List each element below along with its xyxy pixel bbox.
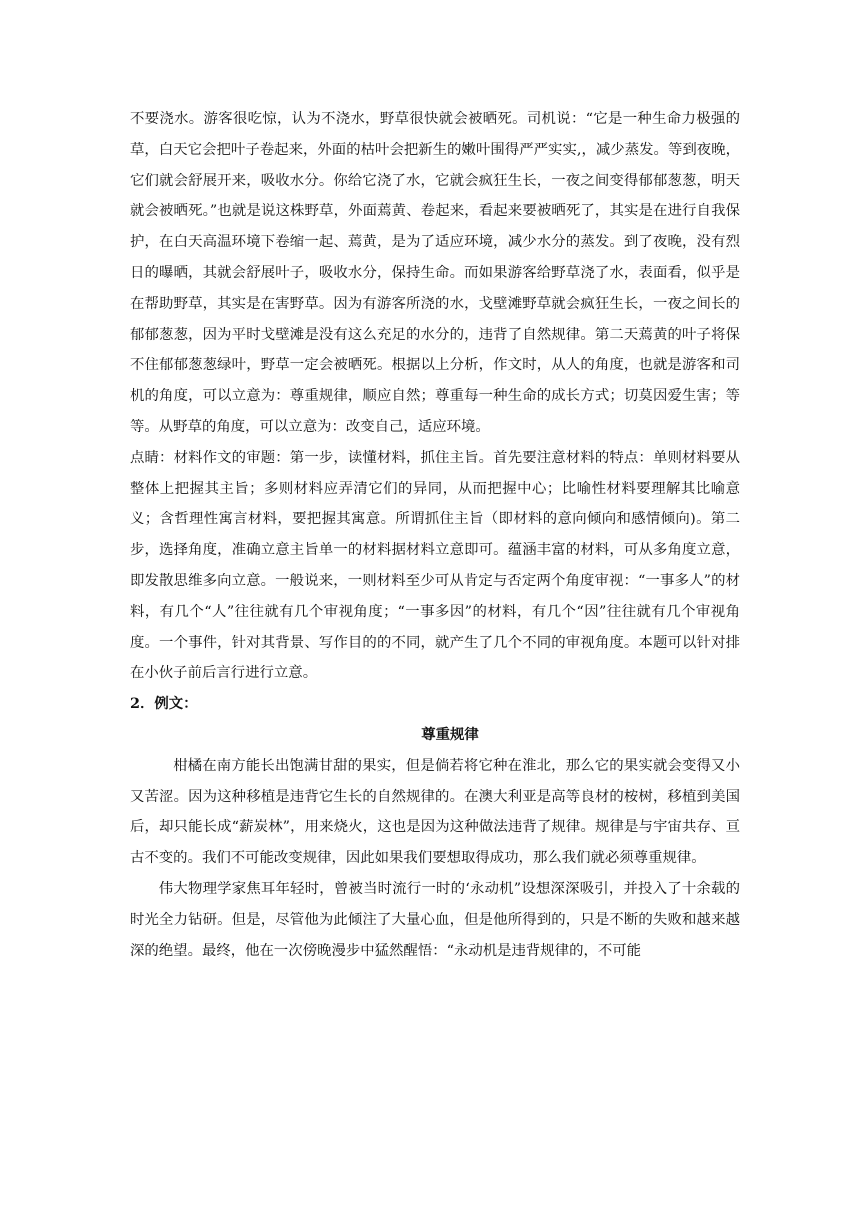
essay-paragraph-2: 伟大物理学家焦耳年轻时，曾被当时流行一时的‘永动机”设想深深吸引，并投入了十余载的时光全力钻研。但是，尽管他为此倾注了大量心血，但是他所得到的，只是不断的失败和越来越深的绝望。最终，他在一次傍晚漫步中猛然醒悟：“永动机是违背规律的，不可能 <box>130 880 740 959</box>
comment-paragraph: 点睛：材料作文的审题：第一步，读懂材料，抓住主旨。首先要注意材料的特点：单则材料要从整体上把握其主旨；多则材料应弄清它们的异同，从而把握中心；比喻性材料要理解其比喻意义；含哲理性寓言材料，要把握其寓意。所谓抓住主旨（即材料的意向倾向和感情倾向)。第二步，选择角度，准确立意主旨单一的材料据材料立意即可。蕴涵丰富的材料，可从多角度立意，即发散思维多向立意。一般说来，一则材料至少可从肯定与否定两个角度审视：“一事多人”的材料，有几个“人”往往就有几个审视角度；“一事多因”的材料，有几个“因”往往就有几个审视角度。一个事件，针对其背景、写作目的的不同，就产生了几个不同的审视角度。本题可以针对排在小伙子前后言行进行立意。 <box>130 449 740 682</box>
essay-title: 尊重规律 <box>421 725 479 743</box>
example-heading: 2．例文： <box>130 695 198 713</box>
document-body <box>130 104 740 966</box>
essay-paragraph-1: 柑橘在南方能长出饱满甘甜的果实，但是倘若将它种在淮北，那么它的果实就会变得又小又苦涩。因为这种移植是违背它生长的自然规律的。在澳大利亚是高等良材的桉树，移植到美国后，却只能长成“薪炭林”，用来烧火，这也是因为这种做法违背了规律。规律是与宇宙共存、亘古不变的。我们不可能改变规律，因此如果我们要想取得成功，那么我们就必须尊重规律。 <box>130 757 740 867</box>
analysis-paragraph: 不要浇水。游客很吃惊，认为不浇水，野草很快就会被晒死。司机说：“它是一种生命力极强的草，白天它会把叶子卷起来，外面的枯叶会把新生的嫩叶围得严严实实,，减少蒸发。等到夜晚，它们就会舒展开来，吸收水分。你给它浇了水，它就会疯狂生长，一夜之间变得郁郁葱葱，明天就会被晒死。”也就是说这株野草，外面蔫黄、卷起来，看起来要被晒死了，其实是在进行自我保护，在白天高温环境下卷缩一起、蔫黄，是为了适应环境，减少水分的蒸发。到了夜晚，没有烈日的曝晒，其就会舒展叶子，吸收水分，保持生命。而如果游客给野草浇了水，表面看，似乎是在帮助野草，其实是在害野草。因为有游客所浇的水，戈壁滩野草就会疯狂生长，一夜之间长的郁郁葱葱，因为平时戈壁滩是没有这么充足的水分的，违背了自然规律。第二天蔫黄的叶子将保不住郁郁葱葱绿叶，野草一定会被晒死。根据以上分析，作文时，从人的角度，也就是游客和司机的角度，可以立意为：尊重规律，顺应自然；尊重每一种生命的成长方式；切莫因爱生害；等等。从野草的角度，可以立意为：改变自己，适应环境。 <box>130 111 740 435</box>
